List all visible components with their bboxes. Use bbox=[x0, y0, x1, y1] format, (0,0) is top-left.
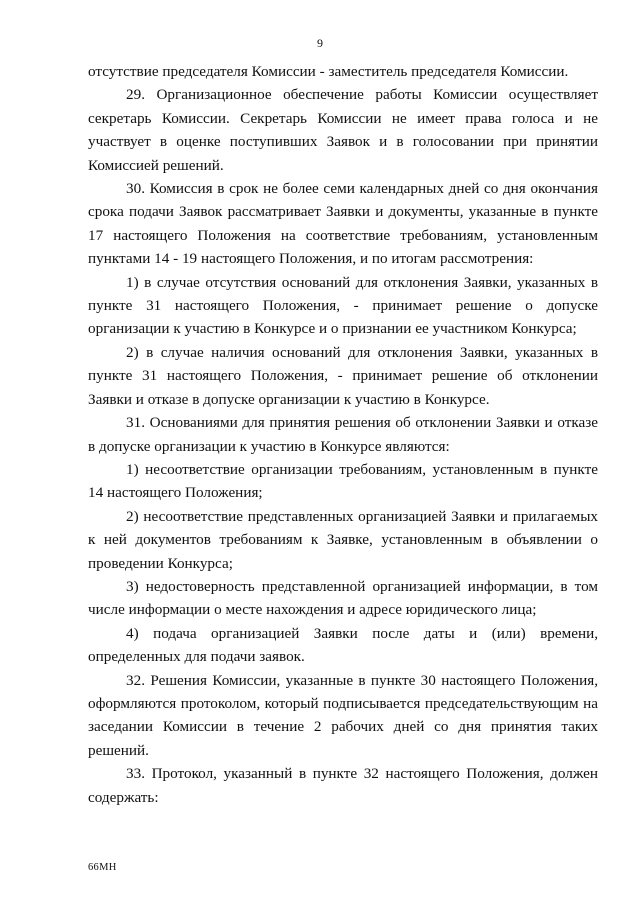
paragraph-31-item-1: 1) несоответствие организации требованиям, установленным в пункте 14 настоящего Положения; bbox=[88, 460, 598, 502]
paragraph-33: 33. Протокол, указанный в пункте 32 настоящего Положения, должен содержать: bbox=[88, 765, 598, 806]
paragraph-30-item-2: 2) в случае наличия оснований для отклонения Заявки, указанных в пункте 31 настоящего Положения, - принимает решение об отклонении Заявки и отказе в допуске организации к участию в Конкурсе. bbox=[88, 343, 598, 408]
paragraph-31-item-2: 2) несоответствие представленных организацией Заявки и прилагаемых к ней документов требованиям к Заявке, установленным в объявлении о проведении Конкурса; bbox=[88, 507, 598, 572]
paragraph-30-item-1: 1) в случае отсутствия оснований для отклонения Заявки, указанных в пункте 31 настоящего Положения, - принимает решение о допуске организации к участию в Конкурсе и о признании ее участником Конкурса; bbox=[88, 273, 598, 338]
page-number: 9 bbox=[317, 36, 323, 50]
document-body bbox=[88, 60, 598, 809]
paragraph-29: 29. Организационное обеспечение работы Комиссии осуществляет секретарь Комиссии. Секретарь Комиссии не имеет права голоса и не участвует в оценке поступивших Заявок и в голосовании при принятии Комиссией решений. bbox=[88, 86, 598, 174]
paragraph-continuation: отсутствие председателя Комиссии - заместитель председателя Комиссии. bbox=[88, 63, 569, 80]
paragraph-31-item-3: 3) недостоверность представленной организацией информации, в том числе информации о месте нахождения и адресе юридического лица; bbox=[88, 577, 598, 619]
paragraph-31: 31. Основаниями для принятия решения об отклонении Заявки и отказе в допуске организации к участию в Конкурсе являются: bbox=[88, 414, 598, 455]
paragraph-32: 32. Решения Комиссии, указанные в пункте 30 настоящего Положения, оформляются протоколом, который подписывается председательствующим на заседании Комиссии в течение 2 рабочих дней со дня принятия таких решений. bbox=[88, 671, 598, 759]
paragraph-31-item-4: 4) подача организацией Заявки после даты и (или) времени, определенных для подачи заявок. bbox=[88, 624, 598, 666]
paragraph-30: 30. Комиссия в срок не более семи календарных дней со дня окончания срока подачи Заявок рассматривает Заявки и документы, указанные в пункте 17 настоящего Положения на соответствие требованиям, установленным пунктами 14 - 19 настоящего Положения, и по итогам рассмотрения: bbox=[88, 180, 598, 268]
footer-code: 66МН bbox=[88, 862, 117, 873]
